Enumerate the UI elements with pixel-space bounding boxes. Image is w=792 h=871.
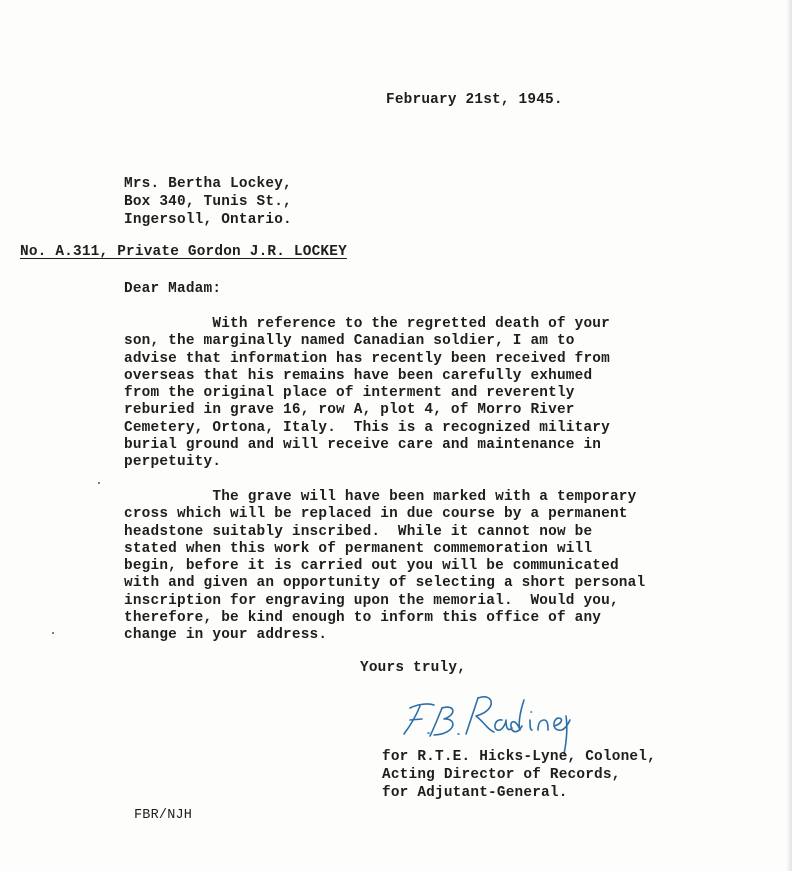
signature-line: for R.T.E. Hicks-Lyne, Colonel, bbox=[382, 749, 656, 765]
text-line: advise that information has recently been received from bbox=[124, 350, 610, 367]
text-line: therefore, be kind enough to inform this office of any bbox=[124, 610, 602, 627]
text-line: begin, before it is carried out you will be communicated bbox=[124, 558, 619, 575]
paragraph-one bbox=[124, 316, 610, 472]
text-line: son, the marginally named Canadian soldier, I am to bbox=[124, 333, 575, 350]
salutation: Dear Madam: bbox=[124, 281, 222, 297]
recipient-address bbox=[124, 175, 292, 229]
recipient-line: Ingersoll, Ontario. bbox=[124, 212, 292, 228]
letter-date: February 21st, 1945. bbox=[386, 92, 563, 108]
text-line: headstone suitably inscribed. While it cannot now be bbox=[124, 523, 593, 540]
signature-line: for Adjutant-General. bbox=[382, 785, 568, 801]
subject-line: No. A.311, Private Gordon J.R. LOCKEY bbox=[20, 244, 347, 260]
text-line: from the original place of interment and reverently bbox=[124, 385, 575, 402]
text-line: With reference to the regretted death of your bbox=[124, 316, 610, 332]
paper-speck bbox=[52, 632, 54, 634]
text-line: The grave will have been marked with a temporary bbox=[124, 489, 637, 505]
text-line: change in your address. bbox=[124, 627, 328, 644]
recipient-line: Box 340, Tunis St., bbox=[124, 194, 292, 210]
text-line: cross which will be replaced in due course by a permanent bbox=[124, 506, 628, 523]
text-line: overseas that his remains have been carefully exhumed bbox=[124, 367, 593, 384]
paragraph-two bbox=[124, 489, 645, 645]
paper-speck bbox=[98, 482, 100, 484]
recipient-line: Mrs. Bertha Lockey, bbox=[124, 176, 292, 192]
closing: Yours truly, bbox=[360, 660, 467, 676]
paper-edge-shadow bbox=[786, 0, 792, 871]
text-line: Cemetery, Ortona, Italy. This is a recognized military bbox=[124, 419, 610, 436]
text-line: burial ground and will receive care and maintenance in bbox=[124, 437, 602, 454]
signature-block bbox=[382, 748, 656, 802]
signature-line: Acting Director of Records, bbox=[382, 767, 621, 783]
text-line: perpetuity. bbox=[124, 454, 222, 471]
reference-initials: FBR/NJH bbox=[134, 808, 193, 823]
text-line: stated when this work of permanent commemoration will bbox=[124, 540, 593, 557]
text-line: inscription for engraving upon the memorial. Would you, bbox=[124, 592, 619, 609]
text-line: with and given an opportunity of selecting a short personal bbox=[124, 575, 646, 592]
text-line: reburied in grave 16, row A, plot 4, of Morro River bbox=[124, 402, 575, 419]
